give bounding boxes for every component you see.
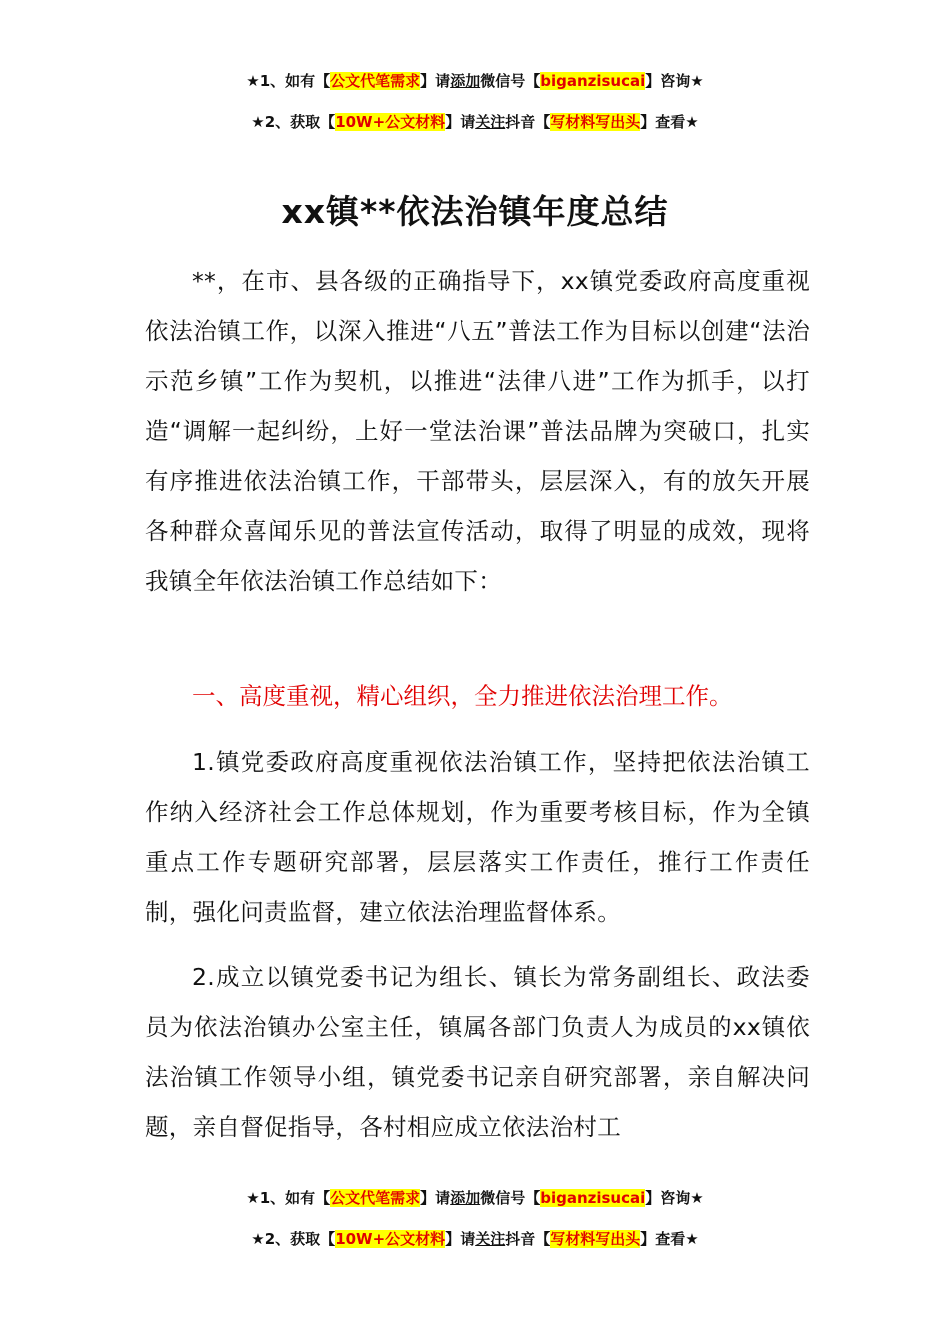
top-banner-line-1: ★1、如有【公文代笔需求】请添加微信号【biganzisucai】咨询★ [246, 72, 704, 90]
bottom-banner-line-2: ★2、获取【10W+公文材料】请关注抖音【写材料写出头】查看★ [251, 1230, 699, 1248]
document-title: xx镇**依法治镇年度总结 [281, 192, 669, 231]
bottom-banner-line-1: ★1、如有【公文代笔需求】请添加微信号【biganzisucai】咨询★ [246, 1189, 704, 1207]
top-banner-line-2: ★2、获取【10W+公文材料】请关注抖音【写材料写出头】查看★ [251, 113, 699, 131]
paragraph-2: 2.成立以镇党委书记为组长、镇长为常务副组长、政法委员为依法治镇办公室主任，镇属各部门负责人为成员的xx镇依法治镇工作领导小组，镇党委书记亲自研究部署，亲自解决问题，亲自督促指导，各村相应成立依法治村工 [145, 963, 810, 1141]
section-heading-1: 一、高度重视，精心组织，全力推进依法治理工作。 [192, 682, 733, 710]
highlight-materials: 10W+公文材料 [335, 1230, 446, 1248]
highlight-douyin: 写材料写出头 [550, 113, 641, 131]
intro-paragraph: **，在市、县各级的正确指导下，xx镇党委政府高度重视依法治镇工作，以深入推进“八五”普法工作为目标以创建“法治示范乡镇”工作为契机，以推进“法律八进”工作为抓手，以打造“调解一起纠纷，上好一堂法治课”普法品牌为突破口，扎实有序推进依法治镇工作，干部带头，层层深入，有的放矢开展各种群众喜闻乐见的普法宣传活动，取得了明显的成效，现将我镇全年依法治镇工作总结如下： [145, 267, 810, 595]
highlight-service: 公文代笔需求 [330, 72, 421, 90]
highlight-douyin: 写材料写出头 [550, 1230, 641, 1248]
paragraph-1: 1.镇党委政府高度重视依法治镇工作，坚持把依法治镇工作纳入经济社会工作总体规划，作为重要考核目标，作为全镇重点工作专题研究部署，层层落实工作责任，推行工作责任制，强化问责监督，建立依法治理监督体系。 [145, 748, 810, 926]
highlight-wechat-id: biganzisucai [540, 72, 646, 90]
highlight-materials: 10W+公文材料 [335, 113, 446, 131]
highlight-wechat-id: biganzisucai [540, 1189, 646, 1207]
highlight-service: 公文代笔需求 [330, 1189, 421, 1207]
